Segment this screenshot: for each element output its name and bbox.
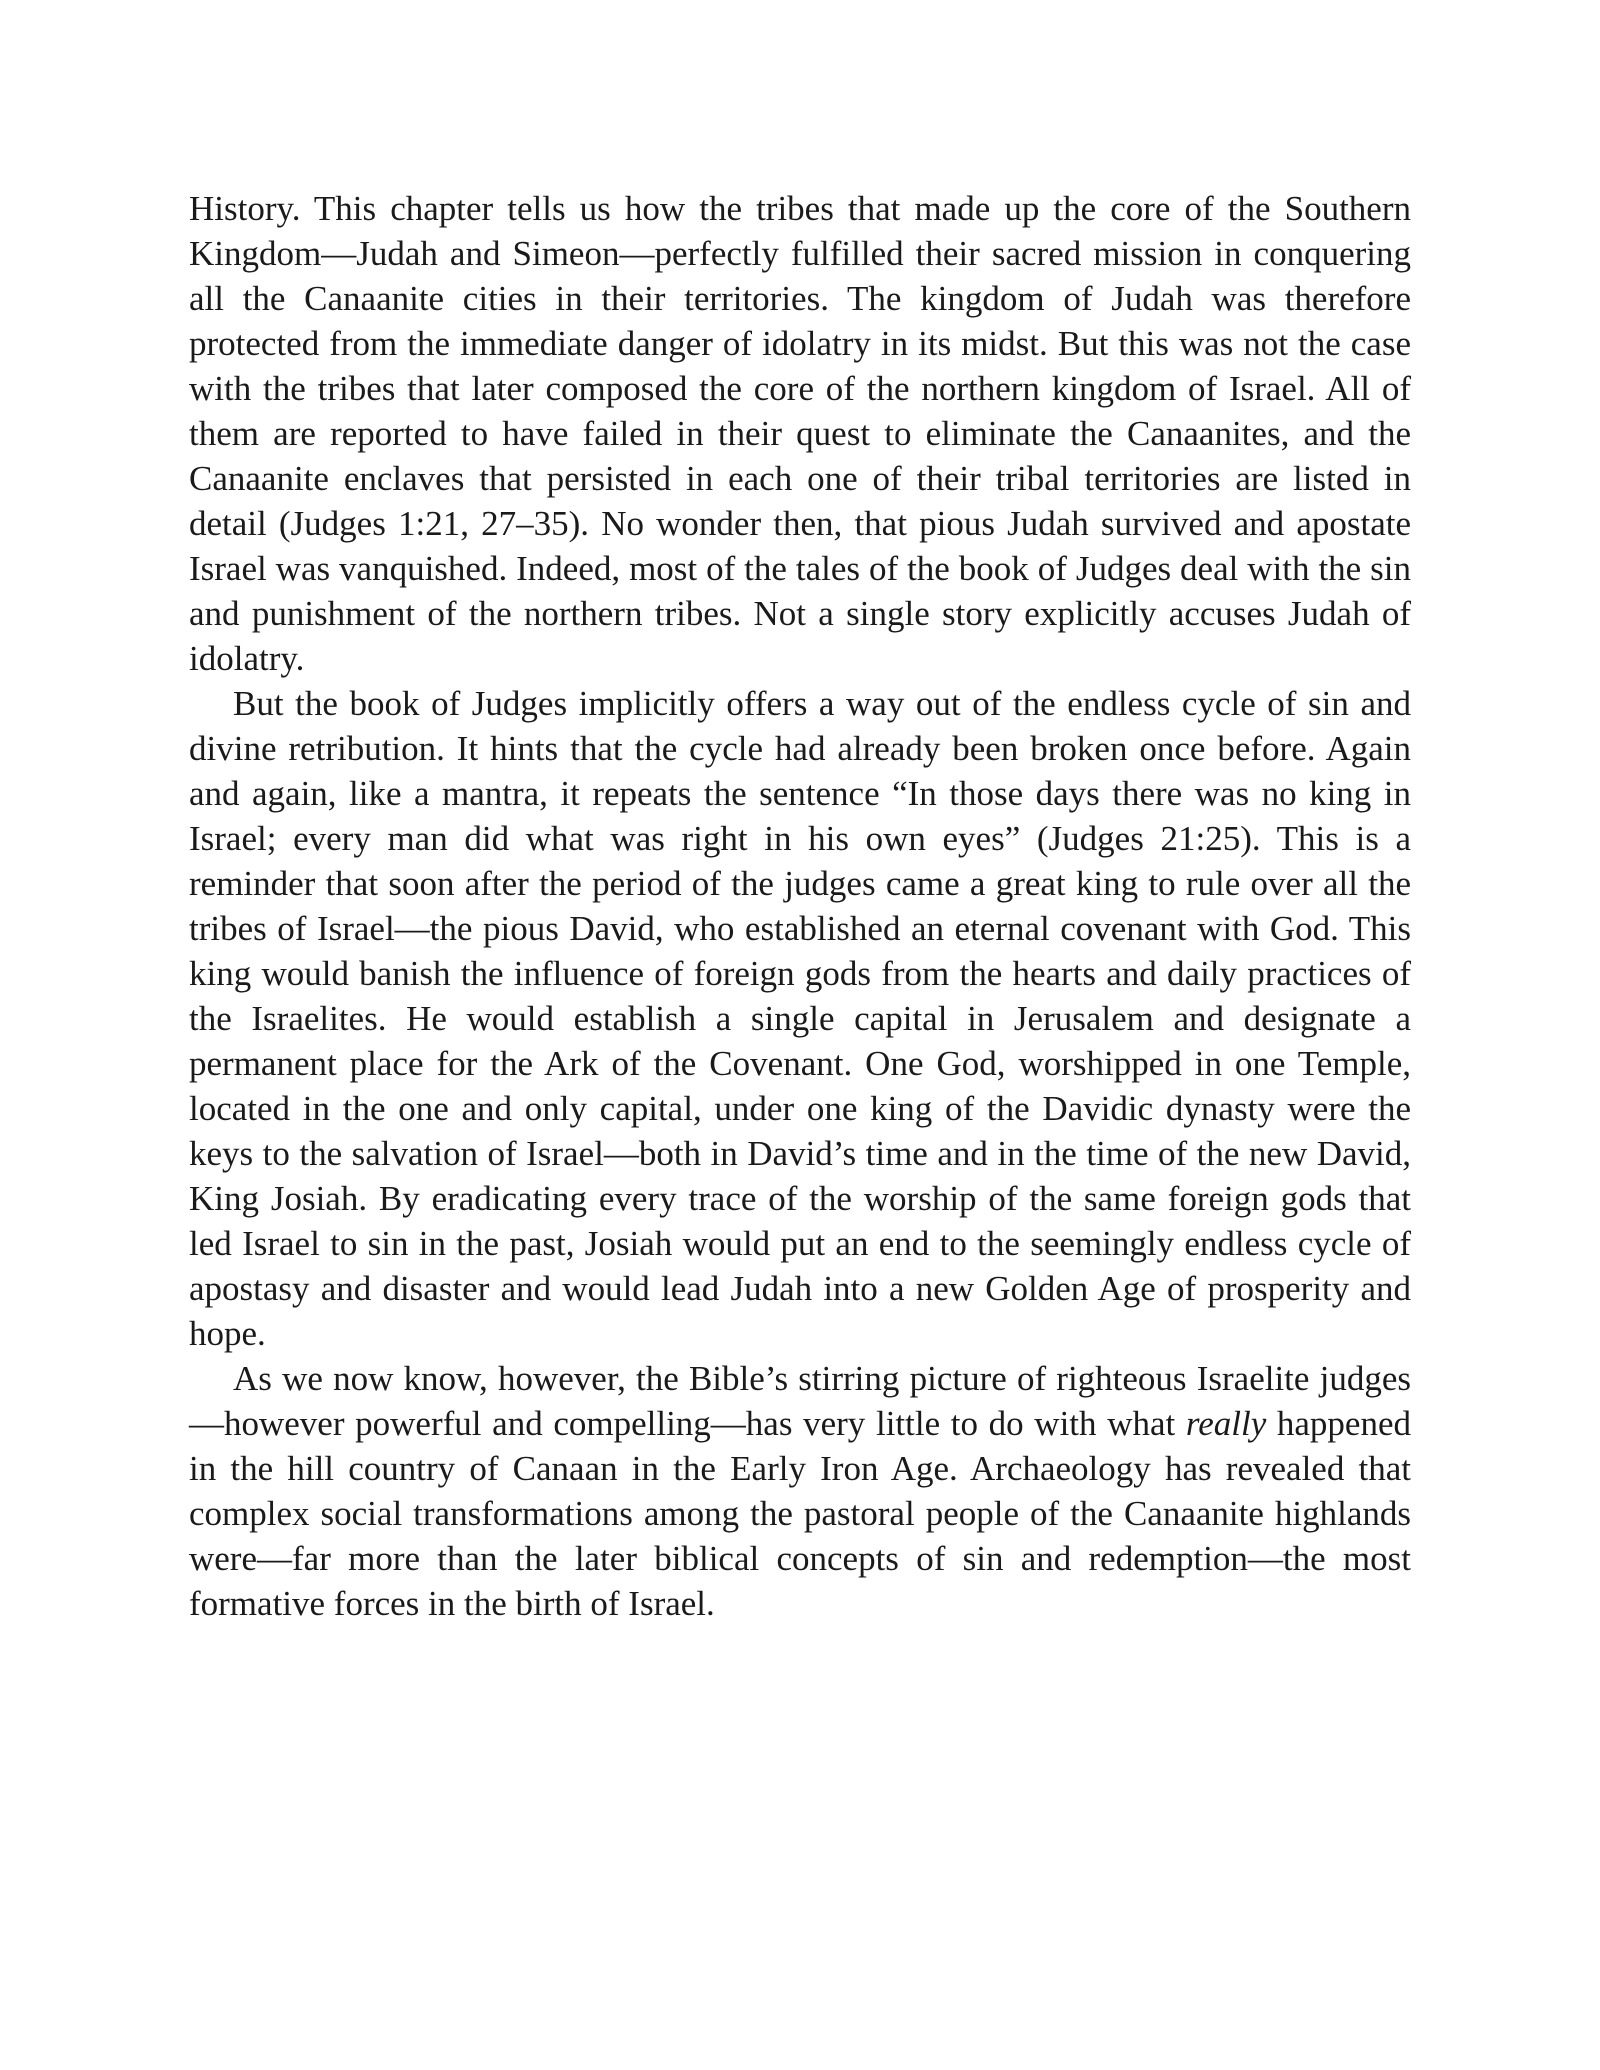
paragraph-text: History. This chapter tells us how the tribes that made up the core of the Southern Kingdom—Judah and Simeon—perfectly fulfilled their sacred mission in conquering all the Canaanite cities in their territories. The kingdom of Judah was therefore protected from the immediate danger of idolatry in its midst. But this was not the case with the tribes that later composed the core of the northern kingdom of Israel. All of them are reported to have failed in their quest to eliminate the Canaanites, and the Canaanite enclaves that persisted in each one of their tribal territories are listed in detail (Judges 1:21, 27–35). No wonder then, that pious Judah survived and apostate Israel was vanquished. Indeed, most of the tales of the book of Judges deal with the sin and punishment of the northern tribes. Not a single story explicitly accuses Judah of idolatry.: [189, 189, 1411, 678]
page-body: [189, 186, 1411, 1626]
paragraph-3: [189, 1356, 1411, 1626]
paragraph-2: [189, 681, 1411, 1356]
emphasis-text: really: [1185, 1404, 1267, 1443]
paragraph-text: happened in the hill country of Canaan in the Early Iron Age. Archaeology has revealed that complex social transformations among the pastoral people of the Canaanite highlands were—far more than the later biblical concepts of sin and redemption—the most formative forces in the birth of Israel.: [189, 1404, 1411, 1623]
paragraph-1: [189, 186, 1411, 681]
paragraph-text: As we now know, however, the Bible’s stirring picture of righteous Israelite judges—however powerful and compelling—has very little to do with what: [189, 1359, 1411, 1443]
paragraph-text: But the book of Judges implicitly offers a way out of the endless cycle of sin and divine retribution. It hints that the cycle had already been broken once before. Again and again, like a mantra, it repeats the sentence “In those days there was no king in Israel; every man did what was right in his own eyes” (Judges 21:25). This is a reminder that soon after the period of the judges came a great king to rule over all the tribes of Israel—the pious David, who established an eternal covenant with God. This king would banish the influence of foreign gods from the hearts and daily practices of the Israelites. He would establish a single capital in Jerusalem and designate a permanent place for the Ark of the Covenant. One God, worshipped in one Temple, located in the one and only capital, under one king of the Davidic dynasty were the keys to the salvation of Israel—both in David’s time and in the time of the new David, King Josiah. By eradicating every trace of the worship of the same foreign gods that led Israel to sin in the past, Josiah would put an end to the seemingly endless cycle of apostasy and disaster and would lead Judah into a new Golden Age of prosperity and hope.: [189, 684, 1411, 1353]
